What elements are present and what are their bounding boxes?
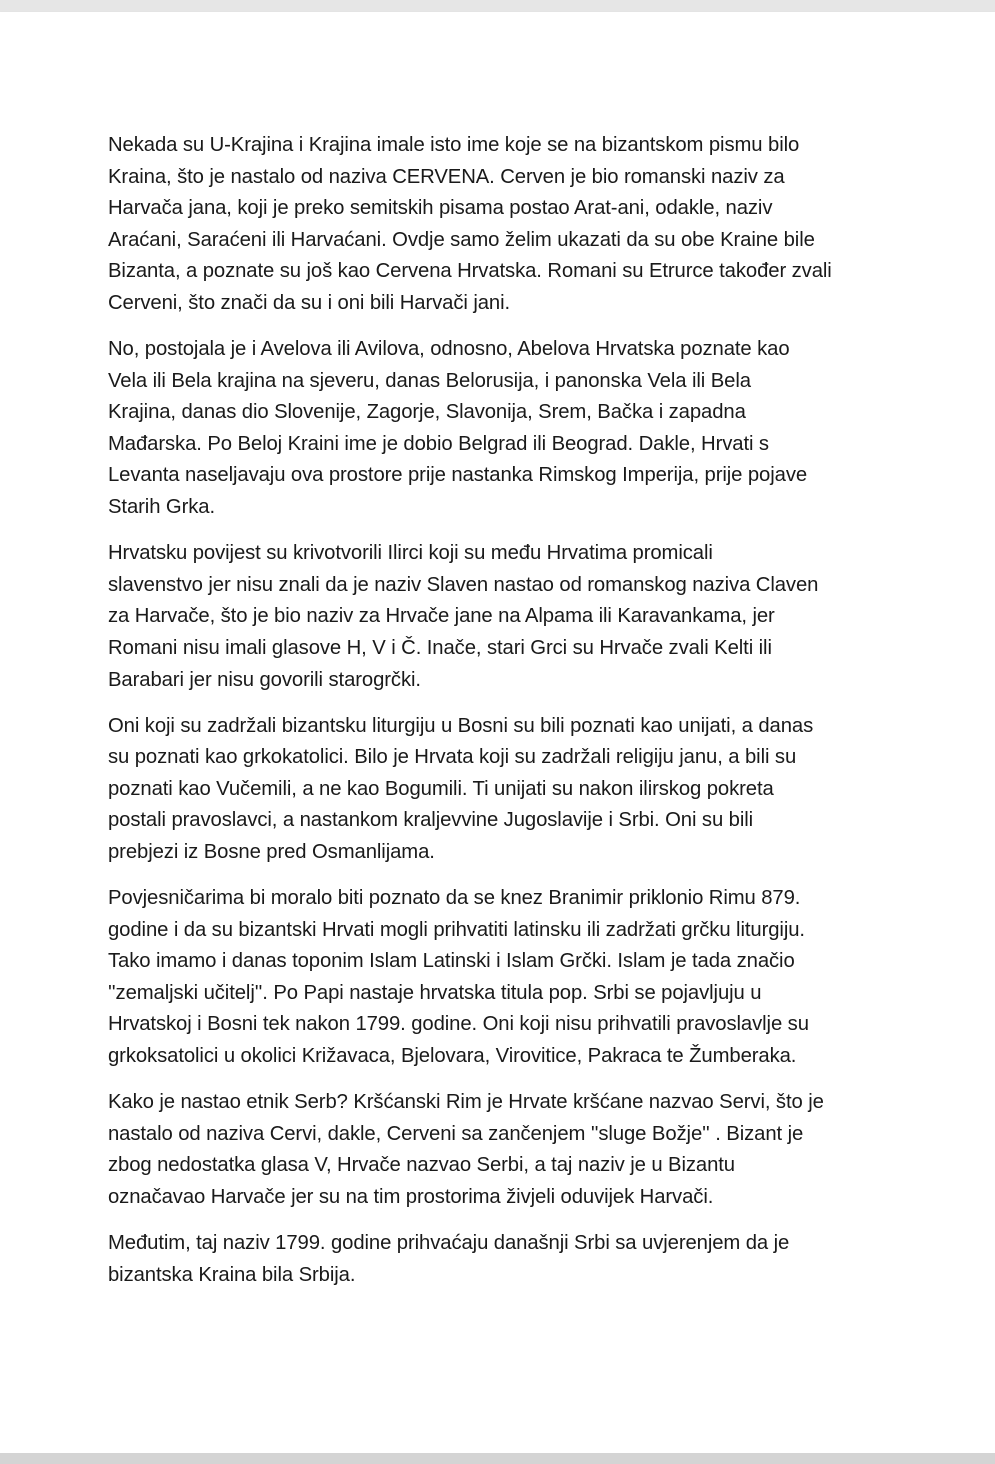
paragraph-4: Oni koji su zadržali bizantsku liturgiju u Bosni su bili poznati kao unijati, a danas su poznati kao grkokatolici. Bilo je Hrvata koji su zadržali religiju janu, a bili su poznati kao Vučemili, a ne kao Bogumili. Ti unijati su nakon ilirskog pokreta postali pravoslavci, a nastankom kraljevvine Jugoslavije i Srbi. Oni su bili prebjezi iz Bosne pred Osmanlijama. <box>108 714 814 863</box>
paragraph-1: Nekada su U-Krajina i Krajina imale isto ime koje se na bizantskom pismu bilo Kraina, što je nastalo od naziva CERVENA. Cerven je bio romanski naziv za Harvača jana, koji je preko semitskih pisama postao Arat-ani, odakle, naziv Araćani, Saraćeni ili Harvaćani. Ovdje samo želim ukazati da su obe Kraine bile Bizanta, a poznate su još kao Cervena Hrvatska. Romani su Etrurce također zvali Cerveni, što znači da su i oni bili Harvači jani. <box>108 134 832 314</box>
paragraph-7: Međutim, taj naziv 1799. godine prihvaćaju današnji Srbi sa uvjerenjem da je bizantska Kraina bila Srbija. <box>108 1232 790 1286</box>
document-body <box>108 130 888 1306</box>
paragraph-3: Hrvatsku povijest su krivotvorili Ilirci koji su među Hrvatima promicali slavenstvo jer nisu znali da je naziv Slaven nastao od romanskog naziva Claven za Harvače, što je bio naziv za Hrvače jane na Alpama ili Karavankama, jer Romani nisu imali glasove H, V i Č. Inače, stari Grci su Hrvače zvali Kelti ili Barabari jer nisu govorili starogrčki. <box>108 542 819 691</box>
paragraph-2: No, postojala je i Avelova ili Avilova, odnosno, Abelova Hrvatska poznate kao Vela ili Bela krajina na sjeveru, danas Belorusija, i panonska Vela ili Bela Krajina, danas dio Slovenije, Zagorje, Slavonija, Srem, Bačka i zapadna Mađarska. Po Beloj Kraini ime je dobio Belgrad ili Beograd. Dakle, Hrvati s Levanta naseljavaju ova prostore prije nastanka Rimskog Imperija, prije pojave Starih Grka. <box>108 338 808 519</box>
top-edge <box>0 0 995 12</box>
bottom-edge <box>0 1453 995 1464</box>
paragraph-5: Povjesničarima bi moralo biti poznato da se knez Branimir priklonio Rimu 879. godine i da su bizantski Hrvati mogli prihvatiti latinsku ili zadržati grčku liturgiju. Tako imamo i danas toponim Islam Latinski i Islam Grčki. Islam je tada značio ''zemaljski učitelj''. Po Papi nastaje hrvatska titula pop. Srbi se pojavljuju u Hrvatskoj i Bosni tek nakon 1799. godine. Oni koji nisu prihvatili pravoslavlje su grkoksatolici u okolici Križavaca, Bjelovara, Virovitice, Pakraca te Žumberaka. <box>108 887 809 1068</box>
paragraph-6: Kako je nastao etnik Serb? Kršćanski Rim je Hrvate kršćane nazvao Servi, što je nastalo od naziva Cervi, dakle, Cerveni sa zančenjem ''sluge Božje'' . Bizant je zbog nedostatka glasa V, Hrvače nazvao Serbi, a taj naziv je u Bizantu označavao Harvače jer su na tim prostorima živjeli oduvijek Harvači. <box>108 1091 824 1208</box>
